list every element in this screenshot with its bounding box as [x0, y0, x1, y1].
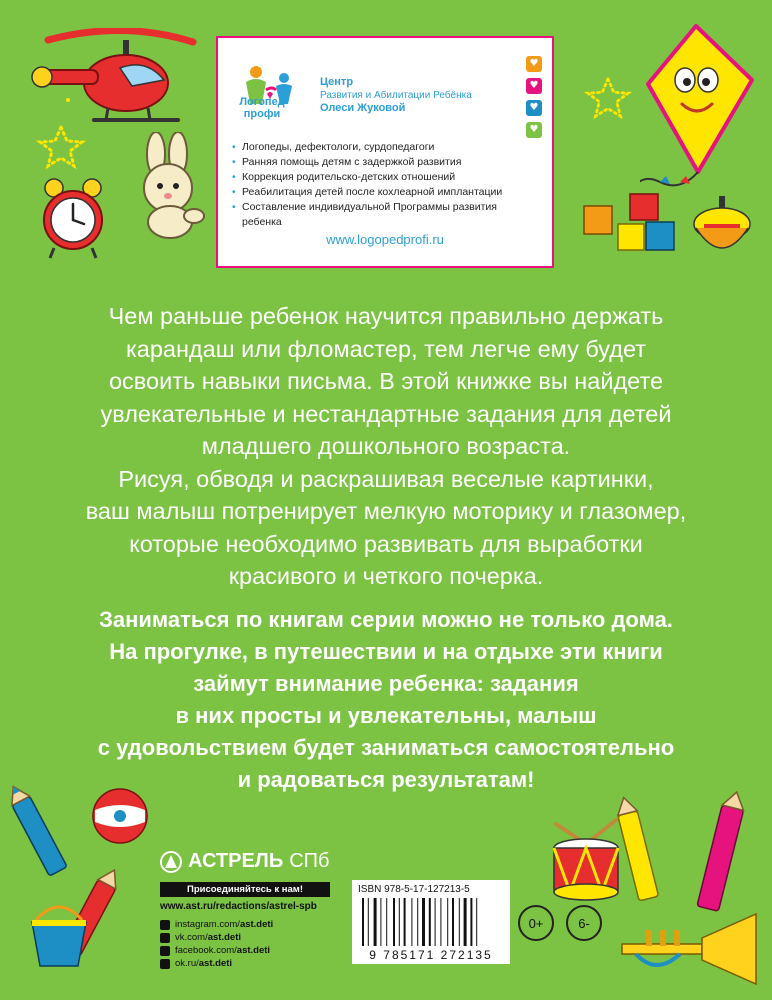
social-link-vk[interactable]: vk.com/ast.deti [160, 931, 273, 944]
trumpet-illustration [616, 908, 766, 988]
barcode-number: 9 785171 272135 [369, 948, 493, 962]
paragraph-line: с удовольствием будет заниматься самостоятельно [97, 735, 675, 760]
logopedprofi-logo-icon [236, 52, 306, 136]
publisher-name: АСТРЕЛЬ [188, 850, 284, 872]
center-title-line1: Центр [320, 76, 354, 88]
paragraph-line: красивого и четкого почерка. [228, 563, 544, 589]
join-us-banner: Присоединяйтесь к нам! [160, 882, 330, 897]
description-paragraph [60, 300, 712, 593]
heart-icon: ♥ [526, 122, 542, 138]
social-links [160, 918, 273, 970]
paragraph-line: ваш малыш потренирует мелкую моторику и глазомер, [85, 498, 687, 524]
center-title [320, 76, 472, 115]
services-list [232, 140, 532, 230]
crayon-pink-illustration [690, 790, 750, 920]
paragraph-line: займут внимание ребенка: задания [193, 671, 579, 696]
center-title-line3: Олеси Жуковой [320, 102, 406, 114]
publisher-logo [160, 850, 329, 873]
social-link-facebook[interactable]: facebook.com/ast.deti [160, 944, 273, 957]
paragraph-line: которые необходимо развивать для выработки [129, 530, 643, 557]
age-rating-badge: 6- [566, 905, 602, 941]
service-item: • Составление индивидуальной Программы развития ребенка [232, 200, 532, 230]
star-outline-icon [584, 76, 632, 120]
center-website-link[interactable]: www.logopedprofi.ru [326, 232, 444, 247]
instagram-icon [160, 920, 170, 930]
blocks-illustration [580, 190, 680, 254]
heart-icon: ♥ [526, 100, 542, 116]
paragraph-line: освоить навыки письма. В этой книжке вы найдете [108, 368, 664, 394]
barcode-icon [362, 898, 500, 948]
logo-text: Логопед профи [239, 96, 285, 120]
paragraph-line: Рисуя, обводя и раскрашивая веселые картинки, [118, 465, 654, 492]
isbn-text: ISBN 978-5-17-127213-5 [358, 884, 470, 895]
service-item: • Ранняя помощь детям с задержкой развития [232, 155, 532, 170]
astrel-logo-icon [160, 851, 182, 873]
vk-icon [160, 933, 170, 943]
paragraph-line: На прогулке, в путешествии и на отдыхе эти книги [109, 639, 663, 664]
service-item: • Реабилитация детей после кохлеарной имплантации [232, 185, 532, 200]
paragraph-line: и радоваться результатам! [237, 767, 535, 792]
odnoklassniki-icon [160, 959, 170, 969]
social-link-odnoklassniki[interactable]: ok.ru/ast.deti [160, 957, 273, 970]
paragraph-line: увлекательные и нестандартные задания для детей [100, 400, 672, 427]
ball-illustration [90, 786, 150, 846]
paragraph-line: Чем раньше ребенок научится правильно держать [108, 303, 664, 329]
publisher-city: СПб [289, 850, 330, 872]
age-rating-badge: 0+ [518, 905, 554, 941]
facebook-icon [160, 946, 170, 956]
alarm-clock-illustration [40, 176, 106, 260]
heart-icon: ♥ [526, 56, 542, 72]
service-item: • Коррекция родительско-детских отношений [232, 170, 532, 185]
barcode-block [352, 880, 510, 964]
bunny-toy-illustration [124, 132, 214, 242]
publisher-website-link[interactable]: www.ast.ru/redactions/astrel-spb [160, 901, 317, 912]
star-outline-icon [36, 124, 86, 170]
highlight-paragraph [50, 604, 722, 796]
paragraph-line: в них просты и увлекательны, малыш [175, 703, 597, 728]
paragraph-line: карандаш или фломастер, тем легче ему будет [125, 335, 647, 362]
crayon-yellow-illustration [612, 796, 662, 906]
center-info-card [216, 36, 554, 268]
helicopter-illustration [28, 28, 198, 138]
paragraph-line: младшего дошкольного возраста. [201, 433, 571, 459]
service-item: • Логопеды, дефектологи, сурдопедагоги [232, 140, 532, 155]
paragraph-line: Заниматься по книгам серии можно не только дома. [99, 607, 673, 632]
heart-icons-column [526, 56, 546, 144]
kite-illustration [640, 22, 760, 212]
spinning-top-illustration [690, 194, 754, 264]
center-title-line2: Развития и Абилитации Ребёнка [320, 90, 472, 101]
social-link-instagram[interactable]: instagram.com/ast.deti [160, 918, 273, 931]
heart-icon: ♥ [526, 78, 542, 94]
bucket-illustration [24, 900, 94, 970]
